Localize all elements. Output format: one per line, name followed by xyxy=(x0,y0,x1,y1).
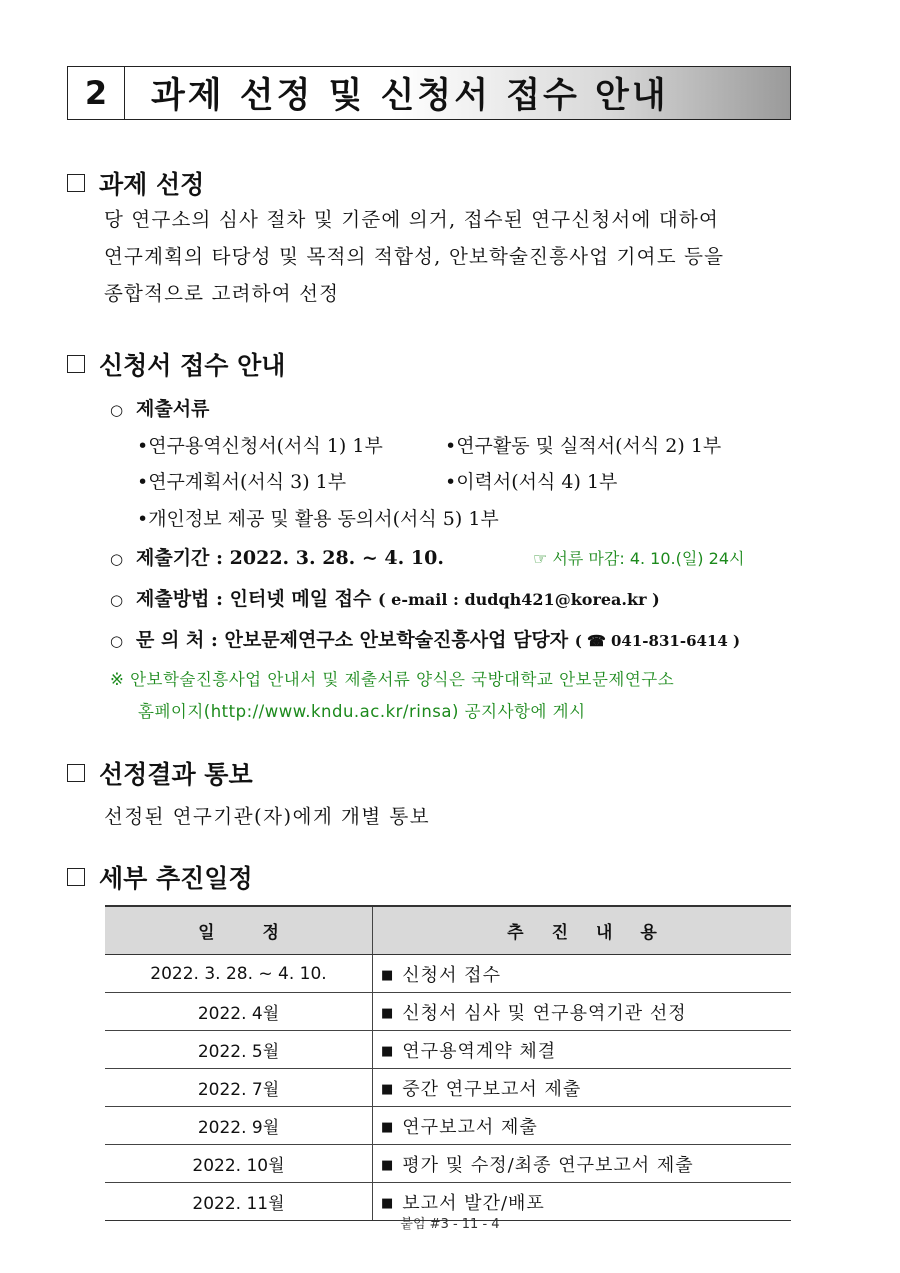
row-date: 2022. 4월 xyxy=(105,993,373,1031)
square-bullet-icon: ■ xyxy=(381,1157,395,1173)
row-content-text: 신청서 심사 및 연구용역기관 선정 xyxy=(402,1002,687,1024)
row-date: 2022. 7월 xyxy=(105,1069,373,1107)
schedule-table xyxy=(105,905,791,1221)
row-content-text: 보고서 발간/배포 xyxy=(402,1192,545,1214)
row-content-text: 연구용역계약 체결 xyxy=(402,1040,557,1062)
checkbox-square-icon xyxy=(67,174,85,192)
square-bullet-icon: ■ xyxy=(381,1119,395,1135)
paragraph-line: 당 연구소의 심사 절차 및 기준에 의거, 접수된 연구신청서에 대하여 xyxy=(104,208,719,231)
table-row xyxy=(105,1031,791,1069)
docs-label xyxy=(110,394,209,421)
doc-item: •개인정보 제공 및 활용 동의서(서식 5) 1부 xyxy=(137,508,499,530)
header-content-text: 추진내용 xyxy=(507,923,685,943)
submission-period xyxy=(110,543,444,570)
section-number: 2 xyxy=(68,67,125,119)
row-content xyxy=(373,1031,792,1069)
table-row xyxy=(105,1069,791,1107)
section-title-banner xyxy=(67,66,791,120)
square-bullet-icon: ■ xyxy=(381,1195,395,1211)
selection-result-text: 선정된 연구기관(자)에게 개별 통보 xyxy=(104,805,431,828)
paragraph-line: 종합적으로 고려하여 선정 xyxy=(104,282,340,305)
row-content-text: 평가 및 수정/최종 연구보고서 제출 xyxy=(402,1154,694,1176)
header-date xyxy=(105,906,373,955)
heading-text: 신청서 접수 안내 xyxy=(99,351,286,380)
row-content-text: 신청서 접수 xyxy=(402,964,501,986)
row-content-text: 연구보고서 제출 xyxy=(402,1116,538,1138)
row-date: 2022. 3. 28. ~ 4. 10. xyxy=(105,955,373,993)
square-bullet-icon: ■ xyxy=(381,1081,395,1097)
header-content xyxy=(373,906,792,955)
table-row xyxy=(105,955,791,993)
row-content xyxy=(373,1069,792,1107)
row-date: 2022. 9월 xyxy=(105,1107,373,1145)
circle-bullet-icon: ○ xyxy=(110,550,124,568)
heading-text: 선정결과 통보 xyxy=(99,760,253,789)
doc-item: •연구활동 및 실적서(서식 2) 1부 xyxy=(445,435,722,457)
square-bullet-icon: ■ xyxy=(381,967,395,983)
doc-item: •이력서(서식 4) 1부 xyxy=(445,471,618,493)
heading-text: 과제 선정 xyxy=(99,170,205,199)
row-date: 2022. 5월 xyxy=(105,1031,373,1069)
circle-bullet-icon: ○ xyxy=(110,591,124,609)
row-content xyxy=(373,993,792,1031)
method-text: 제출방법 : 인터넷 메일 접수 xyxy=(136,588,372,610)
checkbox-square-icon xyxy=(67,868,85,886)
checkbox-square-icon xyxy=(67,355,85,373)
heading-text: 세부 추진일정 xyxy=(99,864,253,893)
table-header-row xyxy=(105,906,791,955)
heading-schedule xyxy=(67,859,253,895)
contact-phone: ( ☎ 041-831-6414 ) xyxy=(574,632,741,650)
square-bullet-icon: ■ xyxy=(381,1043,395,1059)
row-date: 2022. 11월 xyxy=(105,1183,373,1221)
task-selection-paragraph xyxy=(104,201,816,312)
contact-text: 문 의 처 : 안보문제연구소 안보학술진흥사업 담당자 xyxy=(136,629,569,651)
row-content xyxy=(373,955,792,993)
heading-selection-result xyxy=(67,755,253,791)
checkbox-square-icon xyxy=(67,764,85,782)
section-title: 과제 선정 및 신청서 접수 안내 xyxy=(151,76,669,116)
circle-bullet-icon: ○ xyxy=(110,632,124,650)
page-footer: 붙임 #3 - 11 - 4 xyxy=(400,1217,500,1232)
circle-bullet-icon: ○ xyxy=(110,401,124,419)
paragraph-line: 연구계획의 타당성 및 목적의 적합성, 안보학술진흥사업 기여도 등을 xyxy=(104,245,725,268)
contact-info xyxy=(110,625,740,652)
heading-task-selection xyxy=(67,165,204,201)
note-line-2: 홈페이지(http://www.kndu.ac.kr/rinsa) 공지사항에 게시 xyxy=(138,702,586,721)
table-row xyxy=(105,1107,791,1145)
row-content-text: 중간 연구보고서 제출 xyxy=(402,1078,582,1100)
row-content xyxy=(373,1145,792,1183)
submission-method xyxy=(110,584,660,611)
square-bullet-icon: ■ xyxy=(381,1005,395,1021)
row-content xyxy=(373,1107,792,1145)
doc-item: •연구용역신청서(서식 1) 1부 xyxy=(137,435,383,457)
table-row xyxy=(105,1145,791,1183)
row-date: 2022. 10월 xyxy=(105,1145,373,1183)
heading-application-guide xyxy=(67,346,285,382)
header-date-text: 일정 xyxy=(198,923,327,943)
email-address: ( e-mail : dudqh421@korea.kr ) xyxy=(378,590,660,609)
period-text: 제출기간 : 2022. 3. 28. ~ 4. 10. xyxy=(136,547,444,569)
doc-item: •연구계획서(서식 3) 1부 xyxy=(137,471,347,493)
table-row xyxy=(105,993,791,1031)
docs-label-text: 제출서류 xyxy=(136,398,210,420)
deadline-note: ☞ 서류 마감: 4. 10.(일) 24시 xyxy=(533,549,745,568)
note-line-1: ※ 안보학술진흥사업 안내서 및 제출서류 양식은 국방대학교 안보문제연구소 xyxy=(110,670,675,689)
